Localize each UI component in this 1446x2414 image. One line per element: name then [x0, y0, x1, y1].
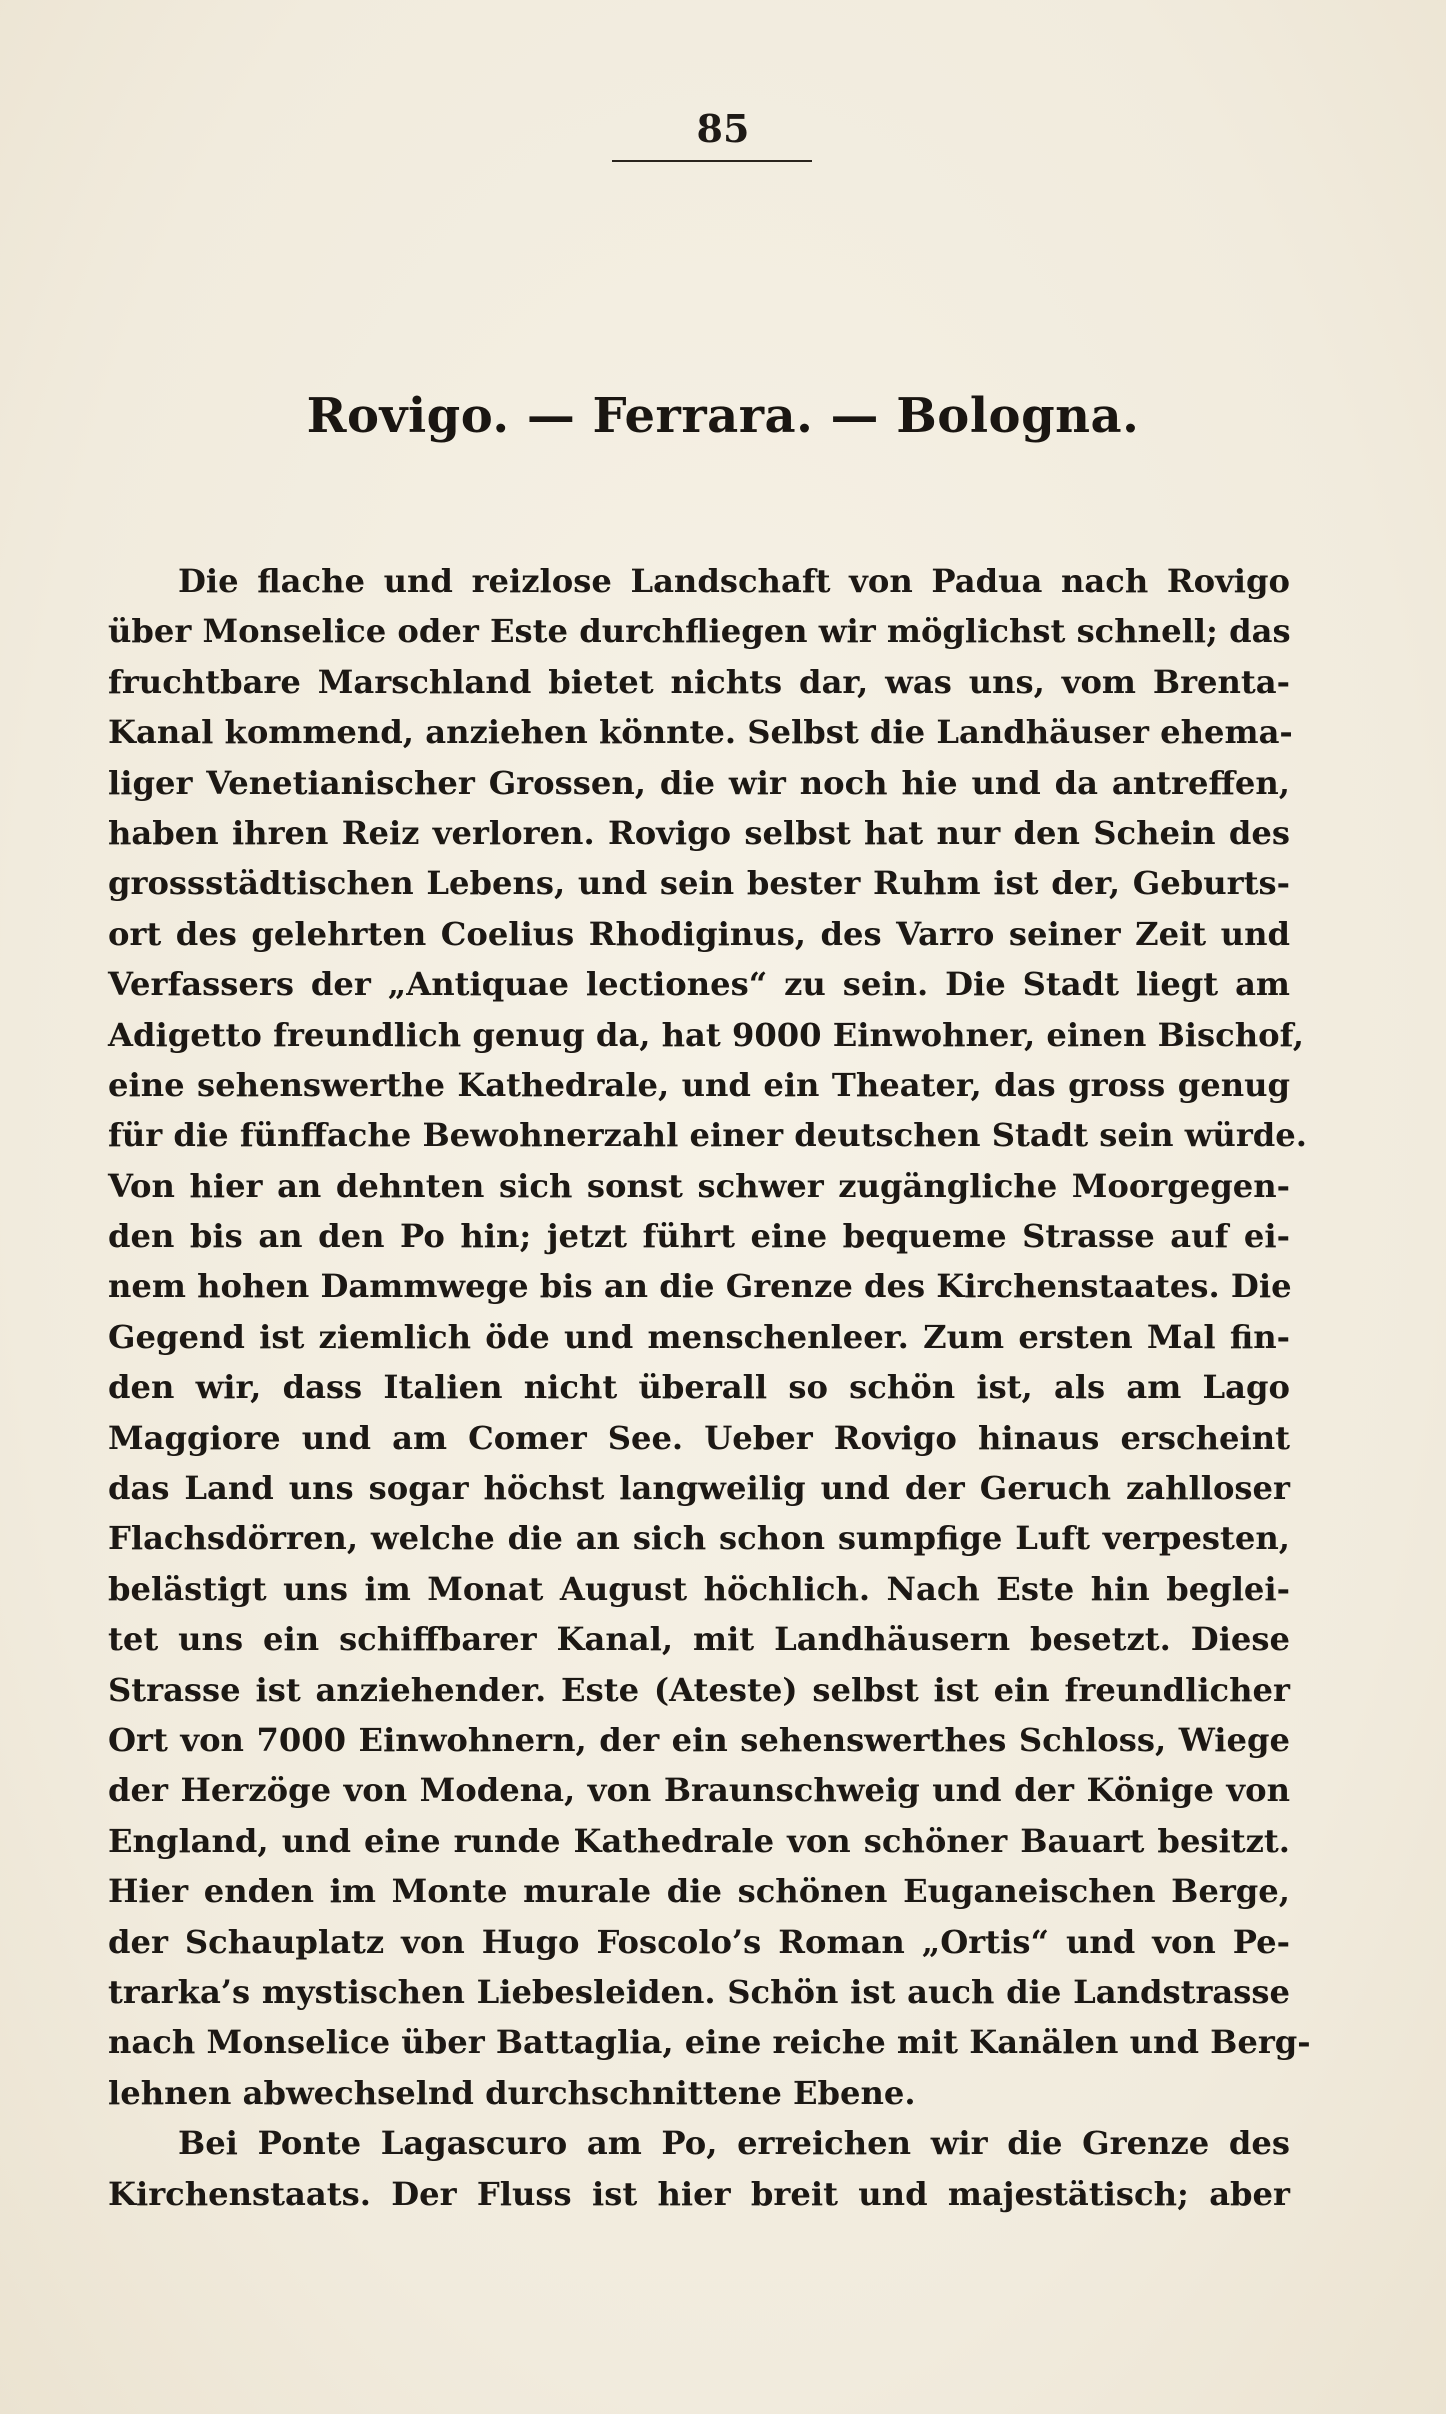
header-rule — [612, 160, 812, 162]
text-line: den wir, dass Italien nicht überall so schön ist, als am Lago — [108, 1368, 1290, 1407]
text-line: Strasse ist anziehender. Este (Ateste) selbst ist ein freundlicher — [108, 1670, 1290, 1709]
text-line: grossstädtischen Lebens, und sein bester Ruhm ist der, Geburts- — [108, 864, 1290, 903]
page-number: 85 — [696, 106, 750, 151]
text-line: trarka’s mystischen Liebesleiden. Schön ist auch die Landstrasse — [108, 1972, 1290, 2011]
text-line: Hier enden im Monte murale die schönen Euganeischen Berge, — [108, 1872, 1290, 1911]
text-line: Kanal kommend, anziehen könnte. Selbst die Landhäuser ehema- — [108, 713, 1293, 752]
text-line: ort des gelehrten Coelius Rhodiginus, des Varro seiner Zeit und — [108, 914, 1290, 953]
text-line: England, und eine runde Kathedrale von schöner Bauart besitzt. — [108, 1821, 1290, 1860]
chapter-title: Rovigo. — Ferrara. — Bologna. — [306, 388, 1140, 444]
text-line: haben ihren Reiz verloren. Rovigo selbst hat nur den Schein des — [108, 813, 1290, 852]
text-line: eine sehenswerthe Kathedrale, und ein Theater, das gross genug — [108, 1065, 1290, 1104]
text-line: Die flache und reizlose Landschaft von Padua nach Rovigo — [178, 562, 1290, 600]
text-line: Gegend ist ziemlich öde und menschenleer. Zum ersten Mal fin- — [108, 1317, 1290, 1356]
text-line: über Monselice oder Este durchfliegen wir möglichst schnell; das — [108, 612, 1291, 651]
text-line: belästigt uns im Monat August höchlich. Nach Este hin beglei- — [108, 1569, 1290, 1608]
text-line: Verfassers der „Antiquae lectiones“ zu sein. Die Stadt liegt am — [108, 965, 1290, 1004]
text-line: Adigetto freundlich genug da, hat 9000 Einwohner, einen Bischof, — [108, 1015, 1304, 1054]
text-line: das Land uns sogar höchst langweilig und der Geruch zahlloser — [108, 1469, 1290, 1508]
text-line: der Schauplatz von Hugo Foscolo’s Roman „Ortis“ und von Pe- — [108, 1922, 1290, 1961]
text-line: Ort von 7000 Einwohnern, der ein sehenswerthes Schloss, Wiege — [108, 1720, 1290, 1759]
text-line: nem hohen Dammwege bis an die Grenze des Kirchenstaates. Die — [108, 1267, 1292, 1306]
text-line: Bei Ponte Lagascuro am Po, erreichen wir die Grenze des — [178, 2124, 1290, 2163]
body-text — [108, 556, 1311, 2219]
text-line: den bis an den Po hin; jetzt führt eine bequeme Strasse auf ei- — [108, 1217, 1290, 1256]
text-line: Flachsdörren, welche die an sich schon sumpfige Luft verpesten, — [108, 1519, 1290, 1558]
text-line: nach Monselice über Battaglia, eine reiche mit Kanälen und Berg- — [108, 2023, 1311, 2062]
text-line: für die fünffache Bewohnerzahl einer deutschen Stadt sein würde. — [108, 1116, 1307, 1155]
text-line: der Herzöge von Modena, von Braunschweig und der Könige von — [108, 1771, 1290, 1810]
text-line: lehnen abwechselnd durchschnittene Ebene. — [108, 2073, 916, 2112]
text-line: Von hier an dehnten sich sonst schwer zugängliche Moorgegen- — [108, 1166, 1290, 1205]
text-line: Maggiore und am Comer See. Ueber Rovigo hinaus erscheint — [108, 1418, 1290, 1457]
text-line: liger Venetianischer Grossen, die wir noch hie und da antreffen, — [108, 763, 1290, 802]
text-line: tet uns ein schiffbarer Kanal, mit Landhäusern besetzt. Diese — [108, 1620, 1290, 1659]
text-line: Kirchenstaats. Der Fluss ist hier breit und majestätisch; aber — [108, 2174, 1290, 2213]
text-line: fruchtbare Marschland bietet nichts dar, was uns, vom Brenta- — [108, 662, 1290, 701]
